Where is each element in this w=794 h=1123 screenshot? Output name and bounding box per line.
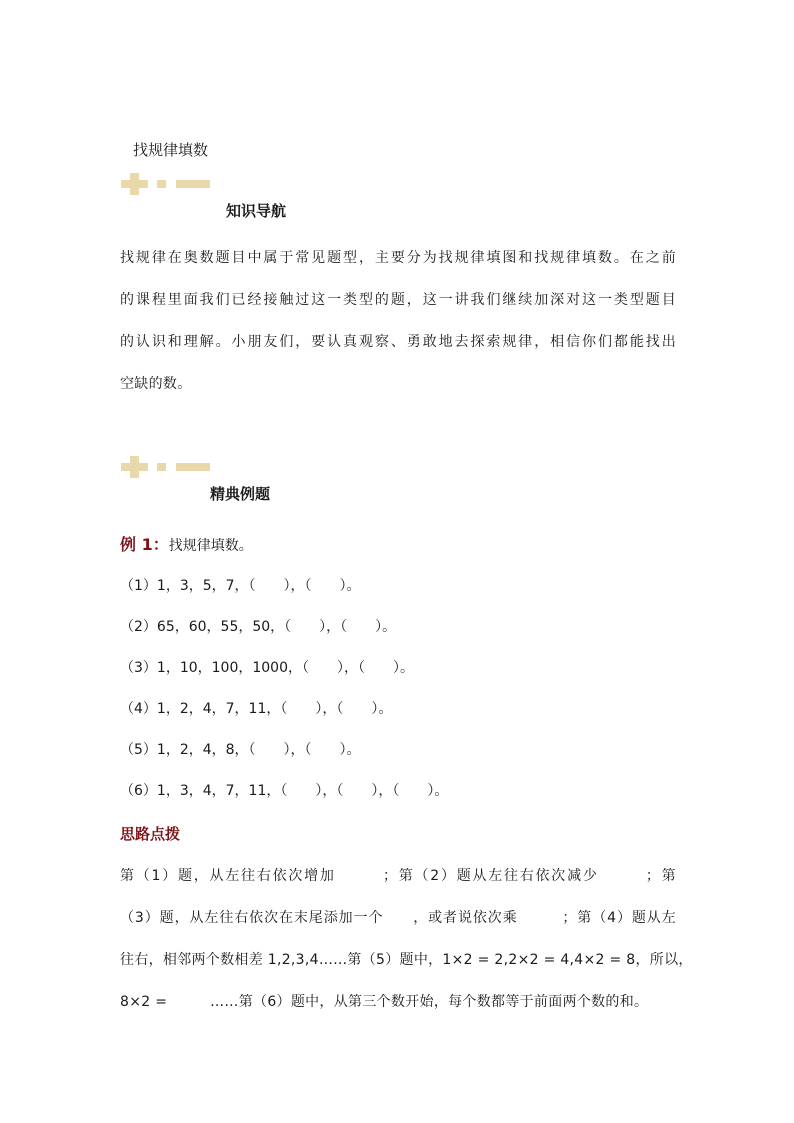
section-heading-examples: 精典例题 [210,485,271,503]
section-decoration-icon [121,173,213,195]
analysis-line: （3）题，从左往右依次在末尾添加一个 ，或者说依次乘 ；第（4）题从左 [120,910,676,926]
paragraph-line: 的认识和理解。小朋友们，要认真观察、勇敢地去探索规律，相信你们都能找出 [120,334,676,350]
section-decoration-icon [121,456,213,478]
analysis-line: 第（1）题，从左往右依次增加 ；第（2）题从左往右依次减少 ；第 [120,868,676,884]
document-title: 找规律填数 [133,141,209,159]
list-item: （3）1，10，100，1000，（ ），（ ）。 [120,660,414,676]
paragraph-line: 空缺的数。 [120,376,192,392]
example-prompt: 找规律填数。 [168,538,253,554]
list-item: （2）65，60，55，50，（ ），（ ）。 [120,619,397,635]
example-label: 例 1： [120,535,169,554]
intro-paragraph [120,237,676,405]
list-item: （4）1，2，4，7，11，（ ），（ ）。 [120,701,393,717]
section-heading-knowledge: 知识导航 [226,202,287,220]
analysis-line: 往右，相邻两个数相差 1,2,3,4……第（5）题中，1×2 = 2,2×2 = 4,4×2 = 8，所以， [120,952,693,968]
paragraph-line: 找规律在奥数题目中属于常见题型，主要分为找规律填图和找规律填数。在之前 [120,250,676,266]
example-items-list [120,566,448,812]
analysis-line: 8×2 = ……第（6）题中，从第三个数开始，每个数都等于前面两个数的和。 [120,994,649,1010]
list-item: （5）1，2，4，8，（ ），（ ）。 [120,742,361,758]
hint-heading: 思路点拨 [120,825,181,843]
list-item: （1）1，3，5，7，（ ），（ ）。 [120,578,361,594]
paragraph-line: 的课程里面我们已经接触过这一类型的题，这一讲我们继续加深对这一类型题目 [120,292,676,308]
example-header [120,532,253,555]
analysis-paragraph [120,855,693,1023]
list-item: （6）1，3，4，7，11，（ ），（ ），（ ）。 [120,783,449,799]
